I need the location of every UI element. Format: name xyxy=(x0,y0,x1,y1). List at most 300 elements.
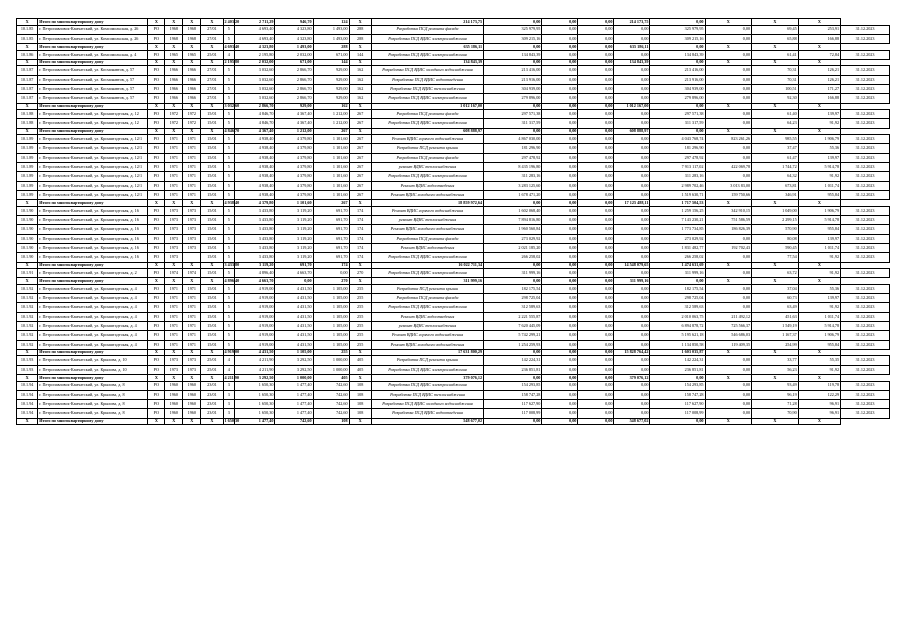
work-type-cell: Ремонт ВДИС горячего водоснабжения xyxy=(371,135,483,144)
table-cell: 1 773 734,85 xyxy=(650,225,705,234)
table-cell: 4 431,50 xyxy=(275,312,313,321)
total-cell: 671,00 xyxy=(275,59,313,66)
table-cell: 255 xyxy=(349,312,371,321)
table-cell: 70,31 xyxy=(752,75,799,84)
table-cell: 15/01 xyxy=(201,294,223,303)
table-cell: 23/01 xyxy=(201,381,223,390)
table-cell: 108 xyxy=(349,390,371,399)
table-row xyxy=(17,25,890,34)
table-cell: 61,41 xyxy=(752,50,799,59)
total-cell: X xyxy=(752,375,799,382)
table-cell: 0,00 xyxy=(578,243,614,252)
table-cell: 96,91 xyxy=(798,409,840,418)
table-cell: 15/01 xyxy=(201,340,223,349)
table-cell: 5 xyxy=(223,135,235,144)
table-cell: 31.12.2023 xyxy=(841,172,890,181)
table-cell: 55,36 xyxy=(798,284,840,293)
table-cell: 751 586,59 xyxy=(705,216,752,225)
total-label: Итого по многоквартирному дому xyxy=(38,262,148,269)
table-cell: 1 650,30 xyxy=(235,409,275,418)
table-cell: 0,00 xyxy=(578,294,614,303)
table-cell: 0,00 xyxy=(578,110,614,119)
table-cell: 0,00 xyxy=(578,75,614,84)
table-cell: 3 433,80 xyxy=(235,206,275,215)
table-cell: 1966 xyxy=(165,66,183,75)
work-type-cell: Разработка ПСД ВДИС электроснабжения xyxy=(371,269,483,278)
table-cell: 1973 xyxy=(165,216,183,225)
total-cell: 267 xyxy=(313,200,349,207)
table-cell: РО xyxy=(148,331,165,340)
table-cell: 31.12.2023 xyxy=(841,110,890,119)
table-cell: 27/01 xyxy=(201,25,223,34)
table-cell: 117 627,90 xyxy=(650,400,705,409)
table-cell: 134 843,39 xyxy=(484,50,542,59)
table-cell: 77,54 xyxy=(752,253,799,262)
table-cell: 691,70 xyxy=(313,225,349,234)
total-cell: 379 076,12 xyxy=(614,375,650,382)
total-cell: X xyxy=(752,349,799,356)
table-cell: 4 846,70 xyxy=(235,119,275,128)
total-cell: 4 379,80 xyxy=(235,200,275,207)
table-cell: 1971 xyxy=(183,172,201,181)
table-cell: 31.12.2023 xyxy=(841,243,890,252)
total-cell: 0,00 xyxy=(484,200,542,207)
table-cell: 10.1.92 xyxy=(17,312,38,321)
table-cell: 3 119,20 xyxy=(275,253,313,262)
table-cell: 31.12.2023 xyxy=(841,400,890,409)
total-cell: 0,00 xyxy=(650,59,705,66)
total-cell: X xyxy=(183,103,201,110)
work-type-cell: Разработка ПСД ВДИС электроснабжения xyxy=(371,50,483,59)
table-cell: 126,21 xyxy=(798,75,840,84)
table-cell: 3 119,20 xyxy=(275,234,313,243)
table-cell: 166,88 xyxy=(798,94,840,103)
total-cell: X xyxy=(349,278,371,285)
total-cell: 0,00 xyxy=(484,418,542,425)
table-cell: 0,00 xyxy=(705,253,752,262)
total-cell: X xyxy=(183,375,201,382)
table-cell: 3 292,50 xyxy=(275,365,313,374)
table-cell: 742,60 xyxy=(313,381,349,390)
table-cell: 10.1.89 xyxy=(17,172,38,181)
table-cell: 0,00 xyxy=(614,269,650,278)
table-cell: 5 xyxy=(223,243,235,252)
table-cell: 1 011,74 xyxy=(798,312,840,321)
table-cell: 174 xyxy=(349,234,371,243)
table-cell: 311 999,16 xyxy=(484,269,542,278)
table-cell: 0,00 xyxy=(542,381,578,390)
table-cell: 1971 xyxy=(165,172,183,181)
table-cell: 255 xyxy=(349,340,371,349)
table-cell: 5 xyxy=(223,153,235,162)
table-row xyxy=(17,34,890,43)
table-cell: РО xyxy=(148,153,165,162)
table-cell: 10.1.90 xyxy=(17,253,38,262)
total-cell: 548 677,02 xyxy=(614,418,650,425)
total-cell: X xyxy=(165,19,183,26)
table-row xyxy=(17,365,890,374)
table-cell: 10.1.87 xyxy=(17,94,38,103)
total-cell: 0,00 xyxy=(578,59,614,66)
total-cell: 379 076,12 xyxy=(371,375,483,382)
table-cell: 0,00 xyxy=(578,225,614,234)
total-cell: 4 846,70 xyxy=(224,128,240,134)
table-cell: 63,49 xyxy=(752,303,799,312)
table-cell: 0,00 xyxy=(542,409,578,418)
table-cell: 0,00 xyxy=(578,25,614,34)
table-cell: 1973 xyxy=(183,216,201,225)
table-cell: 0,00 xyxy=(614,243,650,252)
work-type-cell: Разработка ПСД ВДИС электроснабжения xyxy=(371,381,483,390)
table-row xyxy=(17,331,890,340)
table-cell: 55,35 xyxy=(798,356,840,365)
table-cell: 31.12.2023 xyxy=(841,75,890,84)
table-cell: 4 938,40 xyxy=(235,135,275,144)
work-type-cell: Разработка ПСД ВДИС водоотведения xyxy=(371,409,483,418)
table-cell: 0,00 xyxy=(542,50,578,59)
table-cell: 0,00 xyxy=(542,66,578,75)
total-marker: X xyxy=(17,59,38,66)
table-cell: 139,97 xyxy=(798,294,840,303)
total-cell: 608 888,97 xyxy=(371,128,483,135)
table-cell: 1 049,00 xyxy=(752,206,799,215)
total-cell: X xyxy=(752,200,799,207)
total-marker: X xyxy=(17,200,38,207)
total-cell: 2 711,29 xyxy=(235,19,275,26)
address-cell: г. Петропавловск-Камчатский, ул. Кронштадтская, д. 4 xyxy=(38,340,148,349)
table-cell: 0,00 xyxy=(542,135,578,144)
table-cell: 1971 xyxy=(183,135,201,144)
table-cell: 1960 xyxy=(165,400,183,409)
table-cell: 0,00 xyxy=(578,284,614,293)
total-cell: 0,00 xyxy=(578,418,614,425)
table-cell: 236 851,81 xyxy=(650,365,705,374)
total-cell: 270 xyxy=(313,278,349,285)
total-cell: 0,00 xyxy=(650,128,705,135)
total-cell: 4 938,40 xyxy=(224,199,240,205)
table-cell: 3 xyxy=(223,381,235,390)
total-marker: X xyxy=(17,128,38,135)
table-cell: 279 896,00 xyxy=(484,94,542,103)
table-cell: 267 xyxy=(349,163,371,172)
total-cell: X xyxy=(705,19,752,26)
table-cell: 1960 xyxy=(165,409,183,418)
table-cell: 255 xyxy=(349,284,371,293)
table-cell: 10.1.89 xyxy=(17,181,38,190)
table-cell: 270 xyxy=(349,269,371,278)
table-cell: 1971 xyxy=(183,303,201,312)
work-type-cell: Разработка ПСД ВДИС электроснабжения xyxy=(371,94,483,103)
table-cell: 0,00 xyxy=(614,94,650,103)
work-type-cell: Разработка ПСД ремонта фасада xyxy=(371,25,483,34)
table-cell: 31.12.2023 xyxy=(841,50,890,59)
table-cell: 1973 xyxy=(183,365,201,374)
total-cell: 2 032,00 xyxy=(235,59,275,66)
table-cell: 0,00 xyxy=(578,356,614,365)
table-cell: 0,00 xyxy=(578,322,614,331)
table-cell: 0,00 xyxy=(578,119,614,128)
table-cell: 119 409,35 xyxy=(705,340,752,349)
table-cell: 10.1.94 xyxy=(17,390,38,399)
total-marker: X xyxy=(17,44,38,51)
table-cell: 0,00 xyxy=(705,172,752,181)
total-cell: 1 212,00 xyxy=(275,128,313,135)
table-cell: 31.12.2023 xyxy=(841,340,890,349)
total-cell: X xyxy=(183,59,201,66)
table-cell: РО xyxy=(148,94,165,103)
address-cell: г. Петропавловск-Камчатский, ул. Комсомольская, д. 4 xyxy=(38,50,148,59)
table-cell: 1 101,60 xyxy=(313,172,349,181)
table-cell: 3 xyxy=(223,390,235,399)
total-cell: 0,00 xyxy=(484,59,542,66)
address-cell: г. Петропавловск-Камчатский, ул. Крылова, д. 10 xyxy=(38,356,148,365)
total-cell: 0,00 xyxy=(650,103,705,110)
table-cell: 1 101,60 xyxy=(313,190,349,199)
table-cell: 1968 xyxy=(165,34,183,43)
table-row xyxy=(17,144,890,153)
address-cell: г. Петропавловск-Камчатский, ул. Кронштадтская, д. 16 xyxy=(38,234,148,243)
table-cell: 2 032,00 xyxy=(275,50,313,59)
table-cell: 255 xyxy=(349,322,371,331)
table-cell: 31.12.2023 xyxy=(841,135,890,144)
table-cell: 1 650,30 xyxy=(235,390,275,399)
table-cell: 0,00 xyxy=(705,269,752,278)
table-cell: 0,00 xyxy=(578,34,614,43)
table-cell: 10.1.90 xyxy=(17,206,38,215)
table-cell: 4 379,80 xyxy=(275,181,313,190)
table-cell: 162 xyxy=(349,75,371,84)
table-cell: 158 747,28 xyxy=(484,390,542,399)
table-cell: 311 283,16 xyxy=(650,172,705,181)
table-cell: 0,00 xyxy=(578,365,614,374)
table-cell: РО xyxy=(148,144,165,153)
table-cell: 4 919,00 xyxy=(235,294,275,303)
table-cell: 10.1.89 xyxy=(17,153,38,162)
table-cell: 1 602 068,40 xyxy=(484,206,542,215)
table-cell: 0,00 xyxy=(542,172,578,181)
table-cell: 91,92 xyxy=(798,253,840,262)
total-cell: 4 367,40 xyxy=(235,128,275,135)
table-cell: 37,04 xyxy=(752,284,799,293)
total-cell: 288 xyxy=(313,44,349,51)
table-cell: 4 919,00 xyxy=(235,312,275,321)
table-cell: 1 105,00 xyxy=(313,312,349,321)
table-cell: РО xyxy=(148,365,165,374)
table-cell: 5 xyxy=(223,34,235,43)
total-cell: 17 125 488,11 xyxy=(614,200,650,207)
table-cell: 929,00 xyxy=(313,94,349,103)
total-cell: X xyxy=(798,19,840,26)
table-cell: 1 906,79 xyxy=(798,331,840,340)
table-cell: 10.1.85 xyxy=(17,25,38,34)
table-cell: 108 xyxy=(349,381,371,390)
total-cell: X xyxy=(349,19,371,26)
table-cell: 10.1.87 xyxy=(17,75,38,84)
table-cell: 0,00 xyxy=(614,163,650,172)
address-cell: г. Петропавловск-Камчатский, ул. Кронштадтская, д. 12 xyxy=(38,119,148,128)
table-cell: 691,70 xyxy=(313,234,349,243)
table-cell: 4 323,80 xyxy=(275,25,313,34)
table-cell: 139,97 xyxy=(798,153,840,162)
table-cell: 325 979,95 xyxy=(650,25,705,34)
table-cell: 10.1.92 xyxy=(17,284,38,293)
total-cell: 2 403,20 xyxy=(224,18,240,24)
table-cell: РО xyxy=(148,34,165,43)
table-cell: 1 105,00 xyxy=(313,331,349,340)
table-cell: 929,00 xyxy=(313,75,349,84)
total-cell: 0,00 xyxy=(650,44,705,51)
table-cell: 10.1.90 xyxy=(17,234,38,243)
table-cell: 117 008,99 xyxy=(650,409,705,418)
table-cell: 5 xyxy=(223,163,235,172)
table-cell: 1 519 630,71 xyxy=(650,190,705,199)
table-cell: 80,08 xyxy=(752,234,799,243)
total-marker: X xyxy=(17,418,38,425)
work-type-cell: Разработка ПСД ВДИС водоотведения xyxy=(371,75,483,84)
table-cell: 342 910,15 xyxy=(705,206,752,215)
table-cell: 266 258,02 xyxy=(484,253,542,262)
table-cell: 2 866,70 xyxy=(275,84,313,93)
table-cell: 0,00 xyxy=(614,206,650,215)
table-row xyxy=(17,94,890,103)
total-cell: X xyxy=(798,128,840,135)
total-cell: 0,00 xyxy=(650,375,705,382)
table-cell: 1973 xyxy=(183,225,201,234)
work-type-cell: Ремонт ВДИС холодного водоснабжения xyxy=(371,190,483,199)
total-cell: X xyxy=(349,103,371,110)
work-type-cell: Разработка ПСД ВДИС электроснабжения xyxy=(371,365,483,374)
table-cell: 4 431,50 xyxy=(275,294,313,303)
total-cell: X xyxy=(705,128,752,135)
total-cell: X xyxy=(798,418,840,425)
table-cell: 0,00 xyxy=(614,303,650,312)
table-cell: 1 212,00 xyxy=(313,119,349,128)
table-cell: 0,00 xyxy=(705,25,752,34)
table-cell: 31.12.2023 xyxy=(841,234,890,243)
table-cell xyxy=(183,253,201,262)
table-cell: 10.1.89 xyxy=(17,190,38,199)
table-cell: 213 916,00 xyxy=(484,75,542,84)
table-cell: 31.12.2023 xyxy=(841,312,890,321)
total-cell: 3 433,80 xyxy=(224,262,240,268)
table-cell: 297 478,92 xyxy=(650,153,705,162)
total-cell: X xyxy=(752,278,799,285)
table-cell: 0,00 xyxy=(542,312,578,321)
table-cell: 0,00 xyxy=(705,94,752,103)
table-cell: 742,60 xyxy=(313,390,349,399)
table-cell: 0,00 xyxy=(578,312,614,321)
address-cell: г. Петропавловск-Камчатский, ул. Кронштадтская, д. 12/1 xyxy=(38,135,148,144)
table-cell: РО xyxy=(148,243,165,252)
table-cell: 4 431,50 xyxy=(275,340,313,349)
table-cell: 2 299,15 xyxy=(752,216,799,225)
address-cell: г. Петропавловск-Камчатский, ул. Кронштадтская, д. 12/1 xyxy=(38,144,148,153)
total-cell: 3 292,50 xyxy=(235,375,275,382)
table-cell: 23/01 xyxy=(201,400,223,409)
table-cell: 1 254 259,93 xyxy=(484,340,542,349)
total-cell: 0,00 xyxy=(484,44,542,51)
total-cell: X xyxy=(201,278,223,285)
table-cell: 1 477,40 xyxy=(275,409,313,418)
table-cell: 1971 xyxy=(165,303,183,312)
table-cell: 186 826,39 xyxy=(705,225,752,234)
total-cell: 0,00 xyxy=(542,418,578,425)
total-cell: X xyxy=(183,418,201,425)
table-cell: 1966 xyxy=(165,75,183,84)
table-cell: 405 xyxy=(349,365,371,374)
work-type-cell: Разработка ПСД ремонта фасада xyxy=(371,294,483,303)
table-cell: 1 105,00 xyxy=(313,340,349,349)
table-cell: 0,00 xyxy=(614,34,650,43)
total-cell: X xyxy=(148,278,165,285)
work-type-cell: Разработка ПСД ВДИС электроснабжения xyxy=(371,34,483,43)
table-cell: 1971 xyxy=(183,312,201,321)
table-cell: 10.1.93 xyxy=(17,365,38,374)
work-type-cell: ремонт ВДИС теплоснабжения xyxy=(371,322,483,331)
address-cell: г. Петропавловск-Камчатский, ул. Кронштадтская, д. 4 xyxy=(38,284,148,293)
table-cell: 10.1.90 xyxy=(17,243,38,252)
table-cell: 0,00 xyxy=(578,234,614,243)
table-cell: 1971 xyxy=(183,322,201,331)
table-cell: 15/01 xyxy=(201,303,223,312)
table-cell: 31.12.2023 xyxy=(841,119,890,128)
table-cell: 3 xyxy=(223,400,235,409)
table-cell: 1966 xyxy=(183,84,201,93)
total-cell: X xyxy=(165,128,183,135)
total-cell: X xyxy=(705,200,752,207)
table-cell: 1965 xyxy=(183,50,201,59)
table-cell: 1 105,00 xyxy=(313,284,349,293)
table-cell: 0,00 xyxy=(542,25,578,34)
table-cell: 0,00 xyxy=(542,153,578,162)
total-cell: 0,00 xyxy=(650,19,705,26)
total-cell: 0,00 xyxy=(484,19,542,26)
table-cell: 5 xyxy=(223,66,235,75)
table-cell: 0,00 xyxy=(578,172,614,181)
table-cell: 5 xyxy=(223,225,235,234)
address-cell: г. Петропавловск-Камчатский, ул. Кронштадтская, д. 4 xyxy=(38,294,148,303)
table-cell: 100,51 xyxy=(752,84,799,93)
table-cell: 31.12.2023 xyxy=(841,322,890,331)
total-cell: 0,00 xyxy=(578,44,614,51)
total-cell: X xyxy=(705,375,752,382)
table-cell: 0,00 xyxy=(614,135,650,144)
table-cell: РО xyxy=(148,390,165,399)
total-marker: X xyxy=(17,349,38,356)
table-cell: 0,00 xyxy=(614,144,650,153)
table-cell: 1971 xyxy=(165,340,183,349)
table-cell: 1971 xyxy=(183,163,201,172)
table-cell: 144 xyxy=(349,50,371,59)
work-type-cell: Разработка ПСД ВДИС теплоснабжения xyxy=(371,84,483,93)
total-cell: X xyxy=(201,128,223,135)
total-cell: 14 548 079,65 xyxy=(614,262,650,269)
table-cell: 31.12.2023 xyxy=(841,144,890,153)
table-cell: 0,00 xyxy=(542,84,578,93)
table-cell: 1 101,60 xyxy=(313,163,349,172)
table-cell: РО xyxy=(148,172,165,181)
table-cell: 0,00 xyxy=(705,50,752,59)
table-cell: 0,00 xyxy=(614,75,650,84)
table-cell: 823 261,26 xyxy=(705,135,752,144)
table-cell: 0,00 xyxy=(614,312,650,321)
table-cell: 61,40 xyxy=(752,110,799,119)
address-cell: г. Петропавловск-Камчатский, ул. Кронштадтская, д. 12/1 xyxy=(38,172,148,181)
total-cell: 108 xyxy=(313,418,349,425)
table-cell: 0,00 xyxy=(542,225,578,234)
table-cell: 0,00 xyxy=(578,390,614,399)
address-cell: г. Петропавловск-Камчатский, ул. Комсомольская, д. 26 xyxy=(38,25,148,34)
